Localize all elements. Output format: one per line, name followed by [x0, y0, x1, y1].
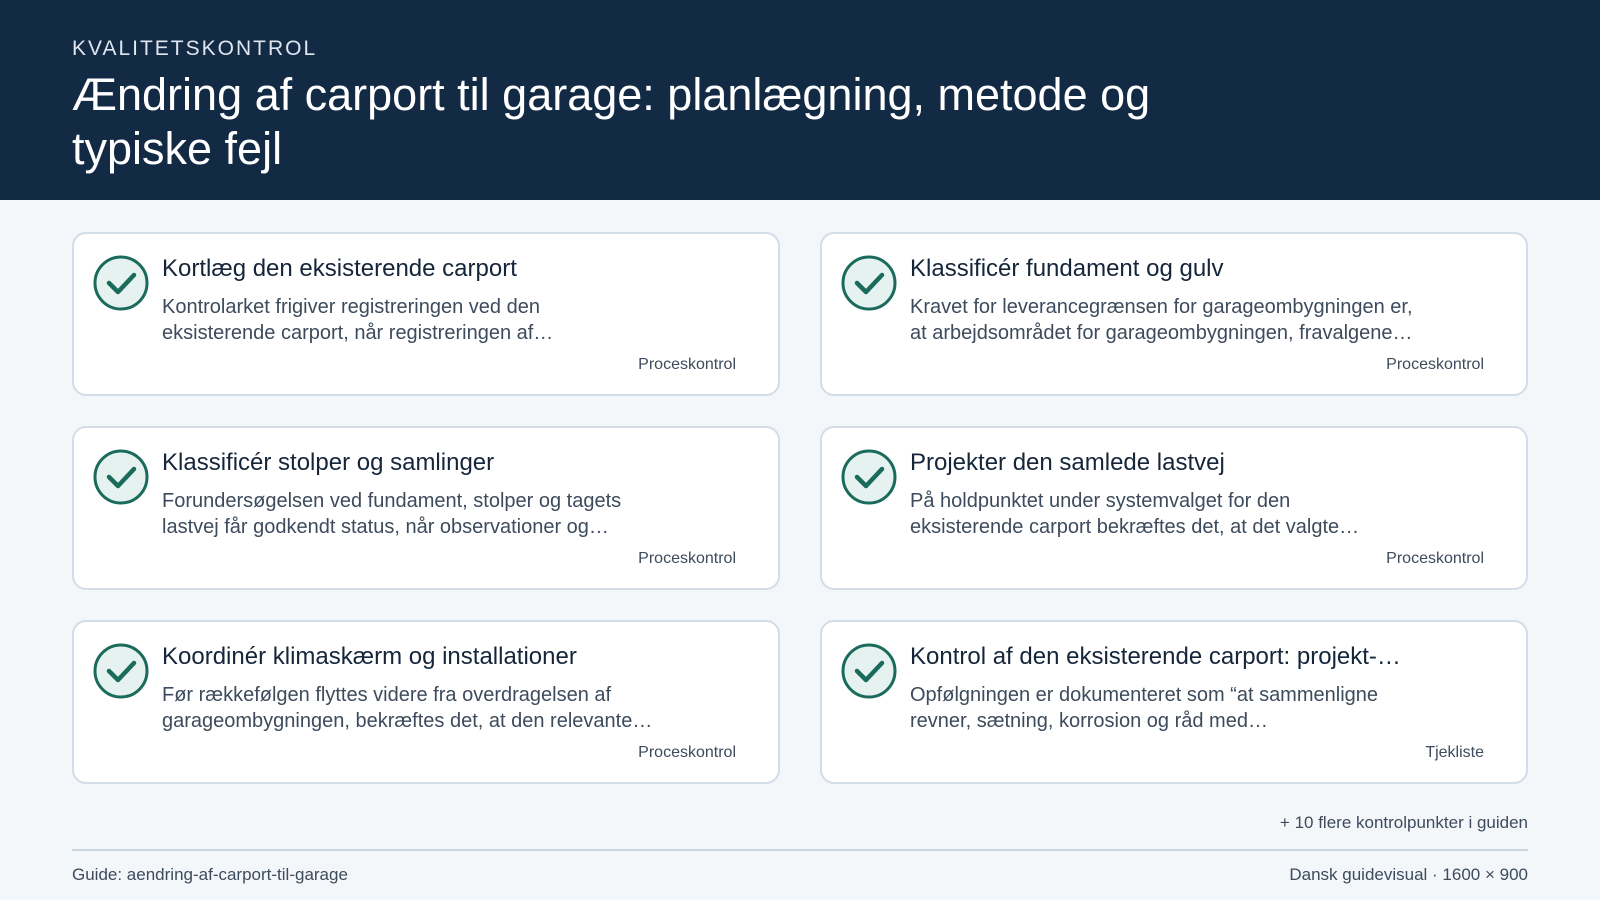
- footer-divider: [72, 849, 1528, 851]
- check-circle-icon: [92, 254, 150, 312]
- checkpoint-card: [72, 232, 780, 396]
- card-description-line: Forundersøgelsen ved fundament, stolper og tagets: [162, 490, 622, 512]
- footer-meta: Dansk guidevisual · 1600 × 900: [1289, 865, 1528, 884]
- check-circle-icon: [92, 642, 150, 700]
- checkpoint-grid: [72, 232, 1528, 784]
- card-description-line: Kontrolarket frigiver registreringen ved den: [162, 296, 540, 318]
- eyebrow-label: KVALITETSKONTROL: [72, 37, 318, 60]
- checkpoint-card: [72, 620, 780, 784]
- check-circle-icon: [840, 254, 898, 312]
- card-description-line: Kravet for leverancegrænsen for garageombygningen er,: [910, 296, 1413, 318]
- card-description-line: lastvej får godkendt status, når observationer og…: [162, 516, 609, 538]
- page-title: Ændring af carport til garage: planlægning, metode og typiske fejl: [72, 69, 1151, 174]
- checkpoint-card: [820, 232, 1528, 396]
- card-title: Kortlæg den eksisterende carport: [162, 255, 517, 282]
- card-description: [162, 682, 722, 734]
- card-description-line: revner, sætning, korrosion og råd med…: [910, 710, 1268, 732]
- more-checkpoints-link: + 10 flere kontrolpunkter i guiden: [1279, 813, 1528, 832]
- checkpoint-card: [72, 426, 780, 590]
- card-tag: Proceskontrol: [638, 744, 736, 761]
- card-description: [910, 488, 1470, 540]
- card-title: Klassificér stolper og samlinger: [162, 449, 495, 476]
- check-circle-icon: [92, 448, 150, 506]
- card-title: Klassificér fundament og gulv: [910, 255, 1224, 282]
- card-description-line: Opfølgningen er dokumenteret som “at sammenligne: [910, 684, 1379, 706]
- card-description-line: garageombygningen, bekræftes det, at den relevante…: [162, 710, 653, 732]
- card-tag: Tjekliste: [1425, 744, 1484, 761]
- card-description-line: På holdpunktet under systemvalget for den: [910, 490, 1291, 512]
- card-title: Koordinér klimaskærm og installationer: [162, 643, 577, 670]
- check-circle-icon: [840, 448, 898, 506]
- card-title: Kontrol af den eksisterende carport: projekt-…: [910, 643, 1401, 670]
- card-title: Projekter den samlede lastvej: [910, 449, 1225, 476]
- card-description-line: eksisterende carport bekræftes det, at det valgte…: [910, 516, 1360, 538]
- footer-guide-slug: Guide: aendring-af-carport-til-garage: [72, 865, 348, 884]
- card-description-line: at arbejdsområdet for garageombygningen, fravalgene…: [910, 322, 1413, 344]
- card-description: [910, 682, 1470, 734]
- card-description: [162, 294, 722, 346]
- card-description-line: eksisterende carport, når registreringen af…: [162, 322, 554, 344]
- card-tag: Proceskontrol: [638, 550, 736, 567]
- card-tag: Proceskontrol: [638, 356, 736, 373]
- card-description: [910, 294, 1470, 346]
- card-description-line: Før rækkefølgen flyttes videre fra overdragelsen af: [162, 684, 612, 706]
- card-tag: Proceskontrol: [1386, 550, 1484, 567]
- header-banner: [0, 0, 1600, 200]
- checkpoint-card: [820, 620, 1528, 784]
- card-description: [162, 488, 722, 540]
- card-tag: Proceskontrol: [1386, 356, 1484, 373]
- check-circle-icon: [840, 642, 898, 700]
- checkpoint-card: [820, 426, 1528, 590]
